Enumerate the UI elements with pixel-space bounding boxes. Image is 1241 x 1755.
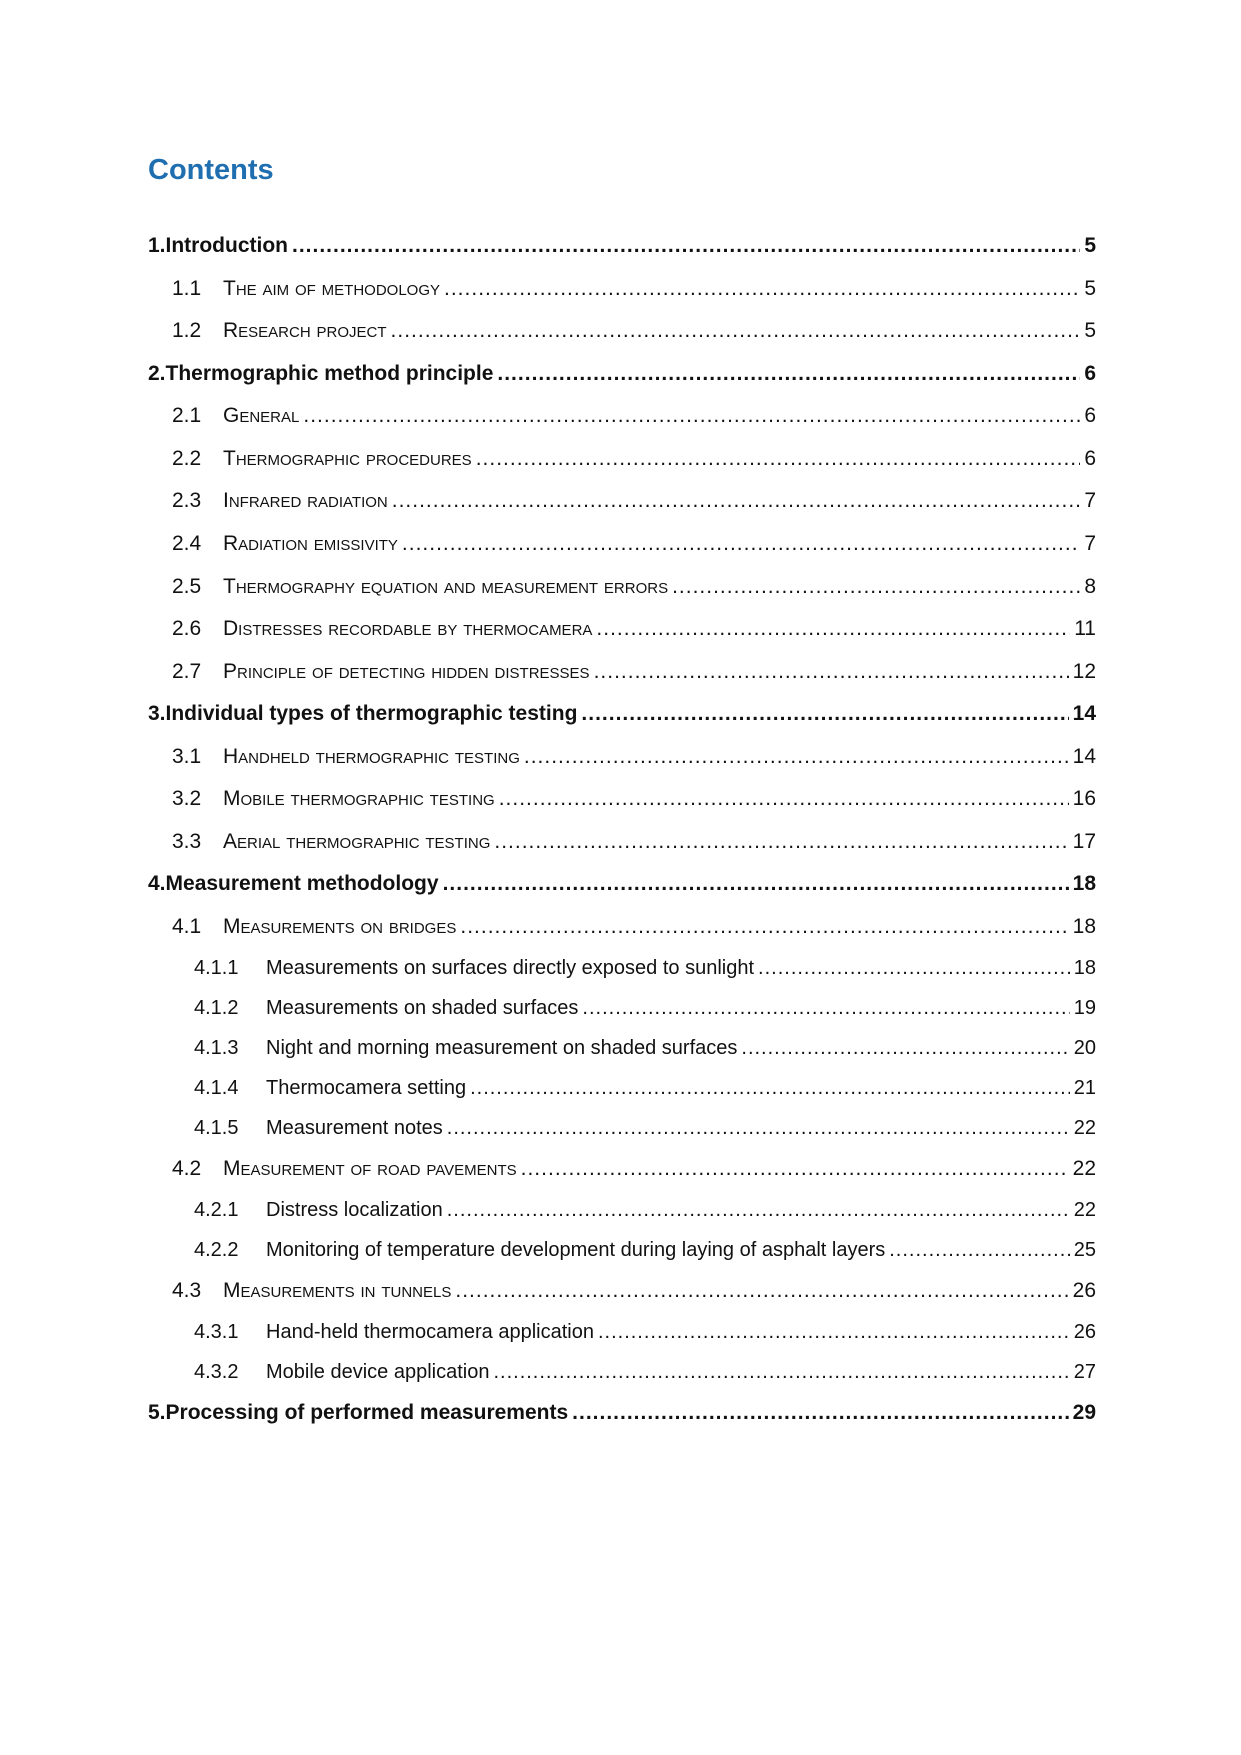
toc-leader-dots xyxy=(493,1352,1069,1392)
toc-entry[interactable] xyxy=(148,1108,1096,1148)
toc-entry[interactable] xyxy=(148,1312,1096,1352)
toc-entry-title: Distress localization xyxy=(266,1199,443,1221)
toc-entry-page: 6 xyxy=(1084,447,1096,470)
toc-entry-number: 3.2 xyxy=(172,787,202,810)
toc-entry[interactable] xyxy=(148,1068,1096,1108)
toc-entry[interactable] xyxy=(148,396,1096,436)
toc-entry-page: 29 xyxy=(1072,1401,1096,1424)
toc-entry-page: 19 xyxy=(1073,997,1096,1019)
toc-entry-page: 22 xyxy=(1073,1117,1096,1139)
toc-entry-title: Hand-held thermocamera application xyxy=(266,1321,594,1343)
toc-entry[interactable] xyxy=(148,737,1096,777)
toc-leader-dots xyxy=(741,1028,1069,1068)
toc-entry-number: 3.3 xyxy=(172,830,202,853)
toc-entry-title: Measurements in tunnels xyxy=(223,1279,452,1302)
toc-entry[interactable] xyxy=(148,652,1096,692)
toc-entry-number: 1.2 xyxy=(172,319,202,342)
toc-leader-dots xyxy=(402,524,1080,564)
toc-entry-title: Infrared radiation xyxy=(223,489,388,512)
toc-entry[interactable] xyxy=(148,567,1096,607)
toc-entry-page: 5 xyxy=(1084,319,1096,342)
toc-entry-page: 18 xyxy=(1072,915,1096,938)
toc-entry-number: 3. xyxy=(148,702,166,725)
toc-entry[interactable] xyxy=(148,779,1096,819)
toc-entry[interactable] xyxy=(148,354,1096,394)
toc-entry-number: 4.1.1 xyxy=(194,957,239,979)
toc-leader-dots xyxy=(572,1393,1068,1433)
toc-entry-page: 5 xyxy=(1084,277,1096,300)
toc-entry-number: 4.1.5 xyxy=(194,1117,239,1139)
toc-entry[interactable] xyxy=(148,311,1096,351)
toc-entry-title: Radiation emissivity xyxy=(223,532,398,555)
toc-entry-number: 4.1.3 xyxy=(194,1037,239,1059)
toc-entry[interactable] xyxy=(148,948,1096,988)
toc-entry[interactable] xyxy=(148,269,1096,309)
toc-entry-number: 4.1.4 xyxy=(194,1077,239,1099)
toc-entry-page: 20 xyxy=(1073,1037,1096,1059)
toc-leader-dots xyxy=(596,609,1070,649)
toc-entry-number: 2.1 xyxy=(172,404,202,427)
toc-entry-number: 4. xyxy=(148,872,166,895)
toc-entry-title: Mobile thermographic testing xyxy=(223,787,495,810)
toc-entry[interactable] xyxy=(148,1149,1096,1189)
toc-leader-dots xyxy=(391,311,1081,351)
toc-leader-dots xyxy=(476,439,1081,479)
toc-entry-title: Thermocamera setting xyxy=(266,1077,467,1099)
toc-entry[interactable] xyxy=(148,226,1096,266)
toc-entry-page: 11 xyxy=(1074,617,1096,640)
toc-entry[interactable] xyxy=(148,988,1096,1028)
toc-entry-number: 4.3.1 xyxy=(194,1321,239,1343)
toc-leader-dots xyxy=(392,481,1081,521)
toc-entry-number: 4.1.2 xyxy=(194,997,239,1019)
toc-leader-dots xyxy=(594,652,1069,692)
toc-entry-number: 2. xyxy=(148,362,166,385)
toc-leader-dots xyxy=(447,1190,1070,1230)
toc-entry[interactable] xyxy=(148,481,1096,521)
toc-entry-title: The aim of methodology xyxy=(223,277,441,300)
toc-entry-page: 7 xyxy=(1084,532,1096,555)
toc-entry[interactable] xyxy=(148,609,1096,649)
toc-leader-dots xyxy=(758,948,1070,988)
toc-entry-title: Principle of detecting hidden distresses xyxy=(223,660,590,683)
toc-entry[interactable] xyxy=(148,1028,1096,1068)
toc-entry-number: 2.2 xyxy=(172,447,202,470)
toc-leader-dots xyxy=(582,988,1069,1028)
toc-entry-page: 22 xyxy=(1073,1199,1096,1221)
toc-leader-dots xyxy=(460,907,1068,947)
toc-entry-page: 26 xyxy=(1072,1279,1096,1302)
toc-entry-title: Measurements on surfaces directly exposed to sunlight xyxy=(266,957,755,979)
toc-entry-title: Mobile device application xyxy=(266,1361,490,1383)
toc-entry-page: 26 xyxy=(1073,1321,1096,1343)
toc-entry-page: 18 xyxy=(1073,957,1096,979)
toc-leader-dots xyxy=(494,822,1068,862)
toc-entry-title: Individual types of thermographic testing xyxy=(165,702,578,725)
toc-entry-page: 21 xyxy=(1073,1077,1096,1099)
toc-leader-dots xyxy=(598,1312,1070,1352)
toc-entry-number: 1.1 xyxy=(172,277,202,300)
page-title: Contents xyxy=(148,154,274,186)
toc-entry-title: Night and morning measurement on shaded surfaces xyxy=(266,1037,738,1059)
toc-leader-dots xyxy=(672,567,1080,607)
toc-leader-dots xyxy=(521,1149,1069,1189)
toc-entry-title: General xyxy=(223,404,300,427)
toc-entry[interactable] xyxy=(148,1352,1096,1392)
toc-leader-dots xyxy=(889,1230,1070,1270)
toc-entry-number: 4.2.2 xyxy=(194,1239,239,1261)
toc-entry-number: 2.5 xyxy=(172,575,202,598)
toc-leader-dots xyxy=(292,226,1080,266)
toc-entry-page: 14 xyxy=(1072,702,1096,725)
toc-entry-title: Measurements on shaded surfaces xyxy=(266,997,579,1019)
toc-entry-page: 27 xyxy=(1073,1361,1096,1383)
toc-entry-page: 25 xyxy=(1073,1239,1096,1261)
toc-entry-page: 17 xyxy=(1072,830,1096,853)
toc-entry-title: Research project xyxy=(223,319,387,342)
toc-entry-page: 18 xyxy=(1072,872,1096,895)
toc-entry-title: Handheld thermographic testing xyxy=(223,745,520,768)
toc-entry-number: 4.3 xyxy=(172,1279,202,1302)
toc-entry[interactable] xyxy=(148,822,1096,862)
toc-leader-dots xyxy=(443,864,1069,904)
toc-entry-number: 4.2.1 xyxy=(194,1199,239,1221)
toc-entry-title: Measurement methodology xyxy=(165,872,439,895)
toc-leader-dots xyxy=(470,1068,1070,1108)
toc-entry-number: 2.3 xyxy=(172,489,202,512)
toc-entry-title: Thermographic procedures xyxy=(223,447,472,470)
toc-entry-title: Monitoring of temperature development during laying of asphalt layers xyxy=(266,1239,886,1261)
toc-entry[interactable] xyxy=(148,1190,1096,1230)
toc-entry-page: 5 xyxy=(1084,234,1096,257)
toc-entry[interactable] xyxy=(148,524,1096,564)
toc-entry-title: Measurement of road pavements xyxy=(223,1157,517,1180)
toc-entry-title: Distresses recordable by thermocamera xyxy=(223,617,593,640)
toc-entry-number: 2.7 xyxy=(172,660,202,683)
toc-entry-title: Thermography equation and measurement errors xyxy=(223,575,669,598)
toc-entry-page: 6 xyxy=(1084,404,1096,427)
toc-entry-page: 7 xyxy=(1084,489,1096,512)
toc-entry-number: 4.1 xyxy=(172,915,202,938)
toc-entry[interactable] xyxy=(148,439,1096,479)
toc-entry[interactable] xyxy=(148,864,1096,904)
toc-entry-number: 2.4 xyxy=(172,532,202,555)
toc-leader-dots xyxy=(581,694,1068,734)
toc-entry-title: Measurements on bridges xyxy=(223,915,457,938)
toc-entry[interactable] xyxy=(148,907,1096,947)
toc-entry-number: 4.2 xyxy=(172,1157,202,1180)
toc-entry-number: 2.6 xyxy=(172,617,202,640)
toc-entry[interactable] xyxy=(148,1230,1096,1270)
toc-leader-dots xyxy=(455,1271,1068,1311)
toc-entry-page: 12 xyxy=(1072,660,1096,683)
toc-entry-number: 5. xyxy=(148,1401,166,1424)
toc-leader-dots xyxy=(499,779,1069,819)
toc-entry-number: 1. xyxy=(148,234,166,257)
toc-entry-title: Thermographic method principle xyxy=(165,362,494,385)
toc-leader-dots xyxy=(524,737,1069,777)
toc-leader-dots xyxy=(303,396,1080,436)
toc-entry[interactable] xyxy=(148,694,1096,734)
toc-entry-page: 8 xyxy=(1084,575,1096,598)
toc-entry-title: Introduction xyxy=(165,234,288,257)
toc-entry-page: 16 xyxy=(1072,787,1096,810)
toc-leader-dots xyxy=(447,1108,1070,1148)
toc-entry-page: 14 xyxy=(1072,745,1096,768)
toc-leader-dots xyxy=(497,354,1080,394)
toc-entry[interactable] xyxy=(148,1271,1096,1311)
toc-leader-dots xyxy=(444,269,1080,309)
toc-entry-title: Measurement notes xyxy=(266,1117,443,1139)
toc-entry-number: 4.3.2 xyxy=(194,1361,239,1383)
toc-entry-number: 3.1 xyxy=(172,745,202,768)
toc-entry-page: 6 xyxy=(1084,362,1096,385)
toc-entry-page: 22 xyxy=(1072,1157,1096,1180)
toc-entry-title: Processing of performed measurements xyxy=(165,1401,569,1424)
toc-entry-title: Aerial thermographic testing xyxy=(223,830,491,853)
toc-entry[interactable] xyxy=(148,1393,1096,1433)
